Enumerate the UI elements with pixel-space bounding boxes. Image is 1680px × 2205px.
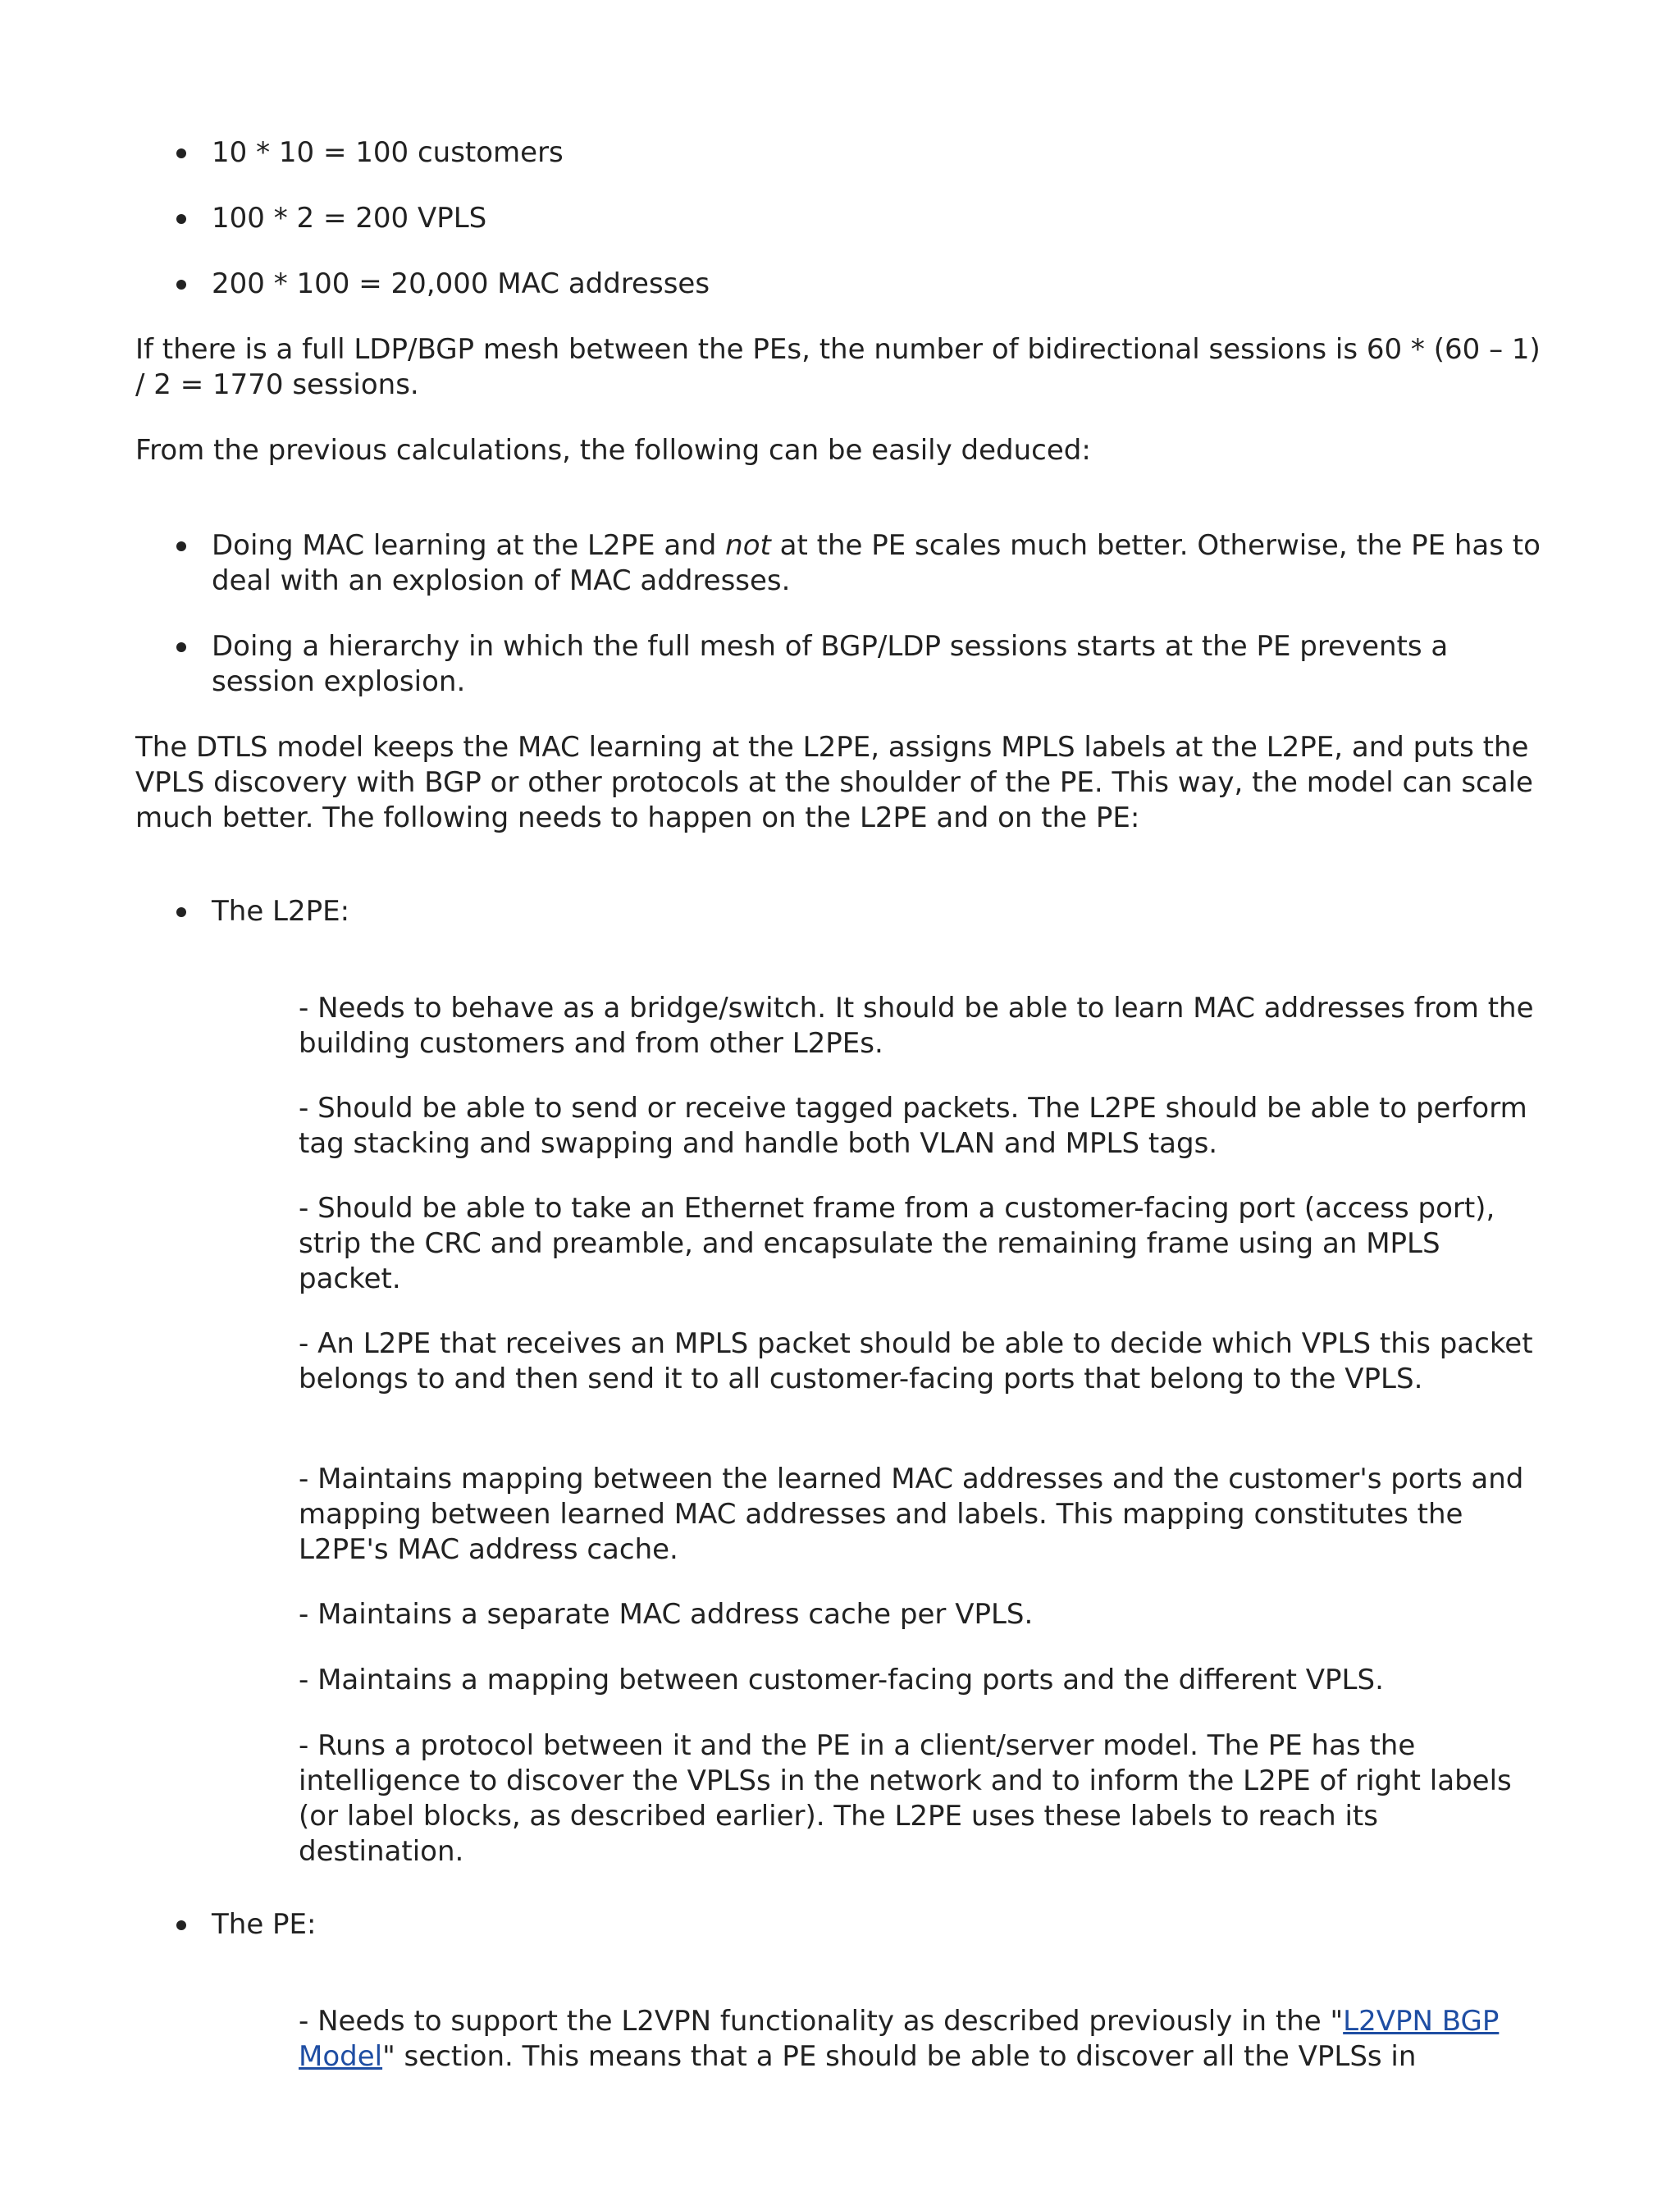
l2pe-item-5: - Maintains mapping between the learned MAC addresses and the customer's ports and mapping between learned MAC addresses and labels. This mapping constitutes the L2PE's MAC address cache. <box>299 1463 1524 1566</box>
bullet-dot <box>176 541 186 551</box>
pe-item-1-pre: - Needs to support the L2VPN functionality as described previously in the " <box>299 2005 1344 2038</box>
pe-item-1 <box>299 2004 1545 2075</box>
deduce-item-1-post: at the PE scales much better. Otherwise, the PE has to deal with an explosion of MAC addresses. <box>212 529 1541 597</box>
bullet-dot <box>176 148 186 158</box>
l2pe-item-8: - Runs a protocol between it and the PE in a client/server model. The PE has the intelligence to discover the VPLSs in the network and to inform the L2PE of right labels (or label blocks, as described earlier). The L2PE uses these labels to reach its destination. <box>299 1729 1512 1868</box>
calc-item-3: 200 * 100 = 20,000 MAC addresses <box>212 267 710 300</box>
pe-heading: The PE: <box>212 1908 317 1941</box>
deduce-item-1-pre: Doing MAC learning at the L2PE and <box>212 529 726 562</box>
bullet-dot <box>176 642 186 652</box>
deduce-item-2: Doing a hierarchy in which the full mesh of BGP/LDP sessions starts at the PE prevents a session explosion. <box>212 630 1449 698</box>
l2pe-heading: The L2PE: <box>212 895 350 928</box>
l2vpn-bgp-model-link[interactable]: L2VPN BGP Model <box>299 2005 1500 2073</box>
calc-item-2: 100 * 2 = 200 VPLS <box>212 202 487 235</box>
calc-item-1: 10 * 10 = 100 customers <box>212 136 564 169</box>
l2pe-item-3: - Should be able to take an Ethernet frame from a customer-facing port (access port), strip the CRC and preamble, and encapsulate the remaining frame using an MPLS packet. <box>299 1192 1495 1295</box>
l2pe-item-1: - Needs to behave as a bridge/switch. It should be able to learn MAC addresses from the building customers and from other L2PEs. <box>299 992 1534 1060</box>
bullet-dot <box>176 1920 186 1930</box>
bullet-dot <box>176 280 186 290</box>
l2pe-item-4: - An L2PE that receives an MPLS packet should be able to decide which VPLS this packet belongs to and then send it to all customer-facing ports that belong to the VPLS. <box>299 1327 1533 1395</box>
bullet-dot <box>176 214 186 224</box>
l2pe-item-7: - Maintains a mapping between customer-facing ports and the different VPLS. <box>299 1664 1384 1696</box>
dtls-paragraph: The DTLS model keeps the MAC learning at the L2PE, assigns MPLS labels at the L2PE, and puts the VPLS discovery with BGP or other protocols at the shoulder of the PE. This way, the model can scale much better. The following needs to happen on the L2PE and on the PE: <box>135 731 1533 834</box>
l2pe-item-2: - Should be able to send or receive tagged packets. The L2PE should be able to perform tag stacking and swapping and handle both VLAN and MPLS tags. <box>299 1092 1527 1160</box>
deduce-item-1 <box>212 528 1557 599</box>
bullet-dot <box>176 907 186 917</box>
deduce-paragraph: From the previous calculations, the following can be easily deduced: <box>135 434 1091 467</box>
l2pe-item-6: - Maintains a separate MAC address cache per VPLS. <box>299 1598 1034 1631</box>
pe-item-1-post: " section. This means that a PE should be able to discover all the VPLSs in <box>382 2040 1417 2073</box>
deduce-item-1-emphasis: not <box>725 529 771 562</box>
mesh-paragraph: If there is a full LDP/BGP mesh between the PEs, the number of bidirectional sessions is 60 * (60 – 1) / 2 = 1770 sessions. <box>135 333 1541 401</box>
